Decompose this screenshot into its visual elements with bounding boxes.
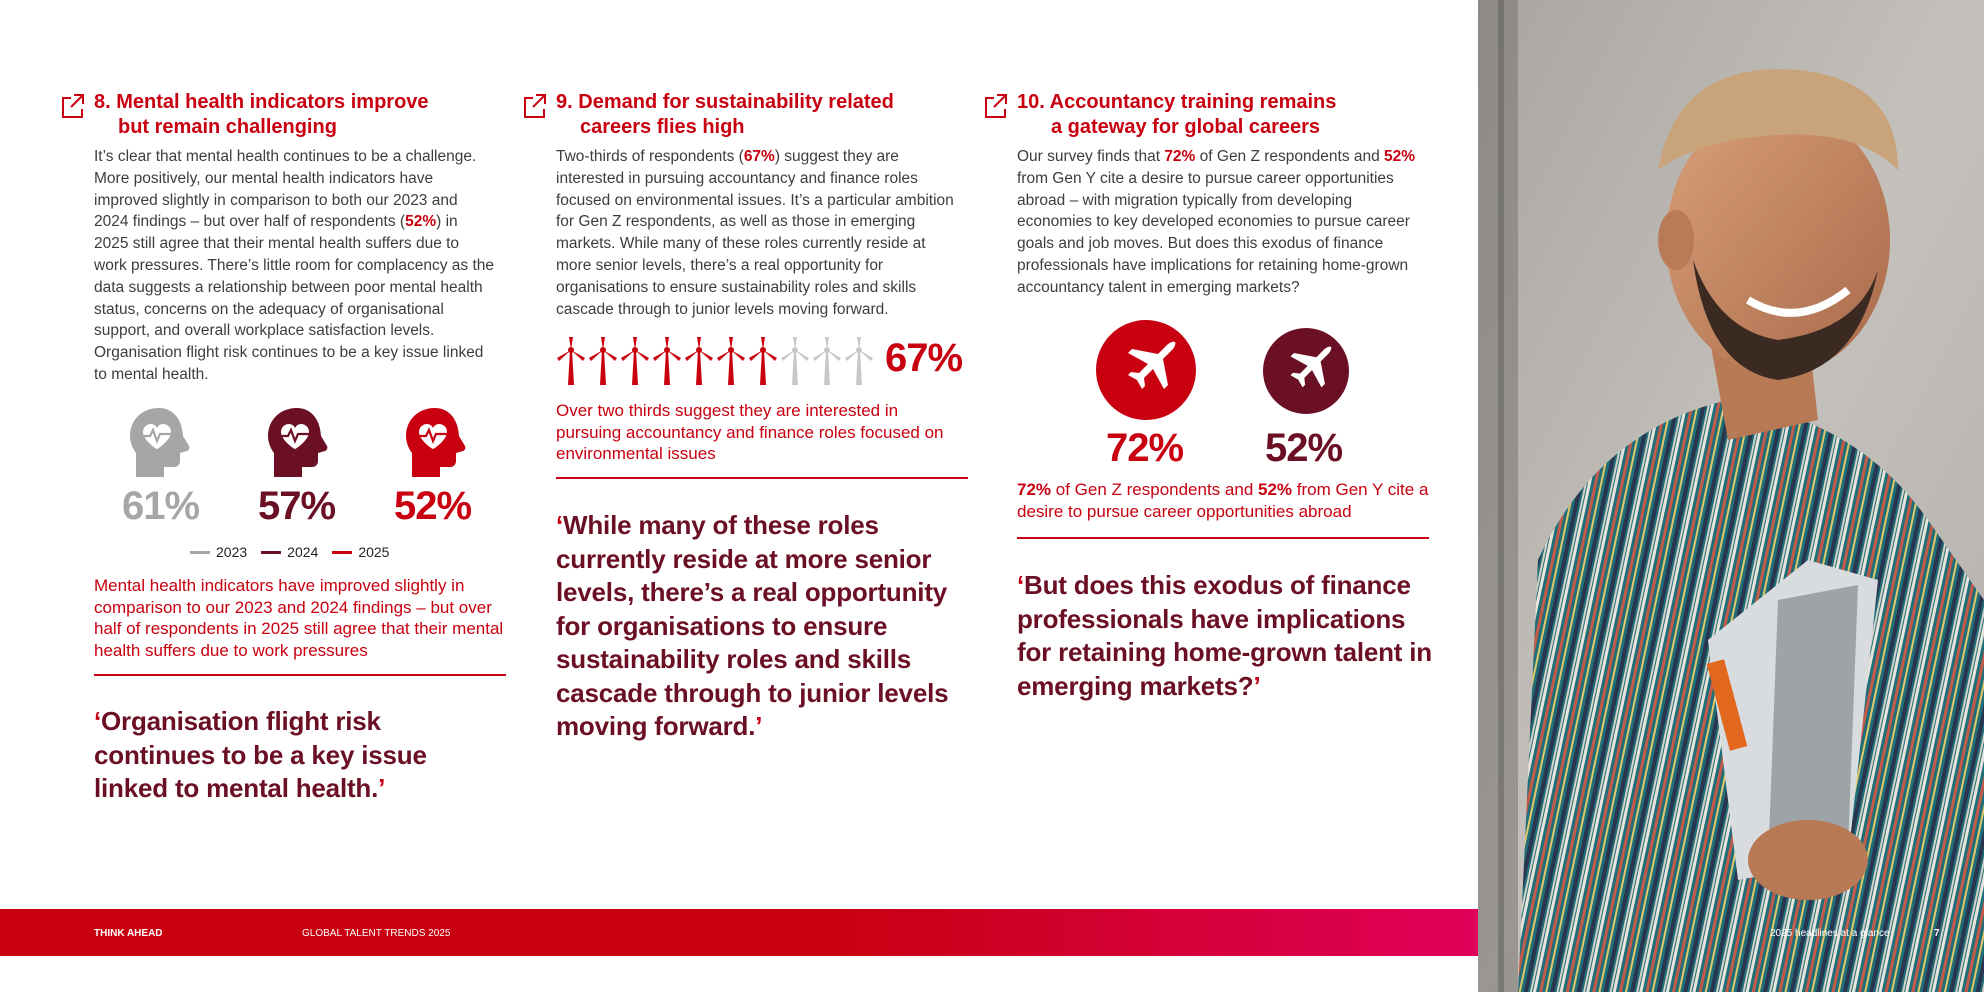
section-9-heading	[522, 90, 932, 140]
section-number: 9.	[556, 91, 573, 113]
wind-turbine-icon-filled	[587, 336, 619, 386]
section-9-body: Two-thirds of respondents (67%) suggest they are interested in pursuing accountancy and finance roles focused on environmental issues. It’s a particular ambition for Gen Z respondents, as well as those in emerging markets. While many of these roles currently reside at more senior levels, there’s a real opportunity for organisations to ensure sustainability roles and skills cascade through to junior levels moving forward.	[556, 148, 954, 318]
footer-publication: GLOBAL TALENT TRENDS 2025	[302, 928, 451, 939]
stat-value-gen-z: 72%	[1106, 426, 1184, 470]
divider	[94, 674, 506, 676]
wind-turbine-icon-filled	[619, 336, 651, 386]
section-title-line2: but remain challenging	[118, 116, 337, 138]
head-heart-icon-2024	[262, 405, 332, 480]
section-9-quote: ‘While many of these roles currently reside at more senior levels, there’s a real opportunity for organisations to ensure sustainability roles and skills cascade through to junior levels moving forward.’	[556, 510, 949, 741]
head-heart-icon-2025	[400, 405, 470, 480]
legend-item-2024: 2024	[261, 544, 318, 560]
wind-turbine-icon-filled	[651, 336, 683, 386]
wind-turbine-icon-filled	[555, 336, 587, 386]
section-title-line1: Accountancy training remains	[1049, 91, 1337, 113]
external-link-icon[interactable]	[522, 92, 548, 120]
wind-turbine-pictogram	[555, 336, 885, 388]
stat-value-gen-y: 52%	[1265, 426, 1343, 470]
hero-photo	[1478, 0, 1984, 992]
divider	[556, 477, 968, 479]
footer-bar	[0, 909, 1478, 956]
legend-item-2023: 2023	[190, 544, 247, 560]
turbine-stat-value: 67%	[885, 336, 963, 380]
section-10	[983, 90, 1416, 299]
highlight-value: 67%	[743, 148, 775, 165]
page-number: 7	[1934, 928, 1940, 939]
legend-item-2025: 2025	[332, 544, 389, 560]
section-8	[60, 90, 495, 386]
wind-turbine-icon-filled	[683, 336, 715, 386]
chart-legend	[190, 544, 389, 560]
wind-turbine-icon-filled	[715, 336, 747, 386]
divider	[1017, 537, 1429, 539]
section-8-caption: Mental health indicators have improved slightly in comparison to our 2023 and 2024 findings – but over half of respondents in 2025 still agree that their mental health suffers due to work pressures	[94, 576, 504, 660]
section-10-quote: ‘But does this exodus of finance professionals have implications for retaining home-grown talent in emerging markets?’	[1017, 570, 1432, 701]
section-10-heading	[983, 90, 1393, 140]
airplane-icon-gen-y	[1263, 328, 1349, 414]
airplane-icon-gen-z	[1096, 320, 1196, 420]
section-title-line2: careers flies high	[580, 116, 745, 138]
stat-value-2024: 57%	[258, 484, 336, 528]
wind-turbine-icon-empty	[811, 336, 843, 386]
section-8-quote: ‘Organisation flight risk continues to be a key issue linked to mental health.’	[94, 706, 427, 803]
wind-turbine-icon-filled	[747, 336, 779, 386]
wind-turbine-icon-empty	[779, 336, 811, 386]
external-link-icon[interactable]	[983, 92, 1009, 120]
section-10-caption: 72% of Gen Z respondents and 52% from Gen Y cite a desire to pursue career opportunities abroad	[1017, 480, 1429, 521]
footer-bar-right	[1478, 909, 1984, 956]
head-heart-icon-2023	[124, 405, 194, 480]
wind-turbine-icon-empty	[843, 336, 875, 386]
footer-section[interactable]: 2025 headlines at a glance	[1770, 928, 1890, 939]
section-8-heading	[60, 90, 470, 140]
section-10-body: Our survey finds that 72% of Gen Z respondents and 52% from Gen Y cite a desire to pursue career opportunities abroad – with migration typically from developing economies to key developed economies to pursue career goals and job moves. But does this exodus of finance professionals have implications for retaining home-grown accountancy talent in emerging markets?	[1017, 148, 1416, 296]
section-9-caption: Over two thirds suggest they are interested in pursuing accountancy and finance roles focused on environmental issues	[556, 401, 944, 463]
stat-value-2023: 61%	[122, 484, 200, 528]
section-title-line1: Mental health indicators improve	[116, 91, 429, 113]
section-8-body: It’s clear that mental health continues to be a challenge. More positively, our mental health indicators have improved slightly in comparison to both our 2023 and 2024 findings – but over half of respondents (52%) in 2025 still agree that their mental health suffers due to work pressures. There’s little room for complacency as the data suggests a relationship between poor mental health status, concerns on the adequacy of organisational support, and overall workplace satisfaction levels. Organisation flight risk continues to be a key issue linked to mental health.	[94, 148, 495, 383]
external-link-icon[interactable]	[60, 92, 86, 120]
stat-value-2025: 52%	[394, 484, 472, 528]
section-number: 8.	[94, 91, 111, 113]
smiling-man-photo	[1478, 0, 1984, 992]
footer-brand: THINK AHEAD	[94, 928, 163, 939]
section-title-line2: a gateway for global careers	[1051, 116, 1321, 138]
section-number: 10.	[1017, 91, 1045, 113]
highlight-value: 52%	[405, 213, 437, 231]
section-9	[522, 90, 954, 320]
section-title-line1: Demand for sustainability related	[578, 91, 894, 113]
